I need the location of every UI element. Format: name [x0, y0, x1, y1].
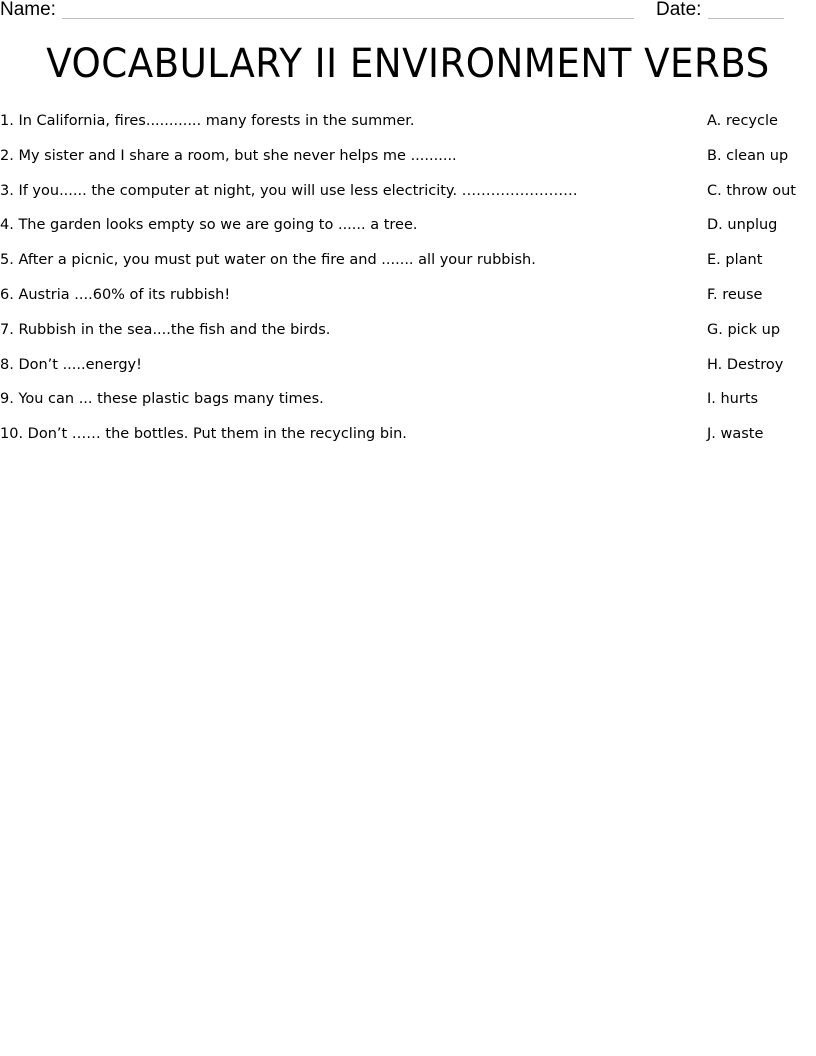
question-item: 2. My sister and I share a room, but she never helps me ..........: [0, 147, 457, 164]
answer-item: H. Destroy: [707, 356, 784, 373]
answer-item: B. clean up: [707, 147, 789, 164]
question-list: [0, 110, 690, 458]
question-item: 10. Don’t …… the bottles. Put them in the recycling bin.: [0, 426, 407, 443]
date-label: Date:: [656, 0, 702, 20]
worksheet-title: VOCABULARY II ENVIRONMENT VERBS: [46, 41, 770, 87]
answer-item: C. throw out: [707, 182, 796, 199]
question-item: 4. The garden looks empty so we are going to ...... a tree.: [0, 217, 418, 234]
answer-item: G. pick up: [707, 321, 781, 338]
answer-item: I. hurts: [707, 391, 759, 408]
name-label: Name:: [0, 0, 56, 20]
answer-item: A. recycle: [707, 113, 778, 129]
question-item: 3. If you...... the computer at night, you will use less electricity. ……………………: [0, 182, 578, 199]
question-item: 5. After a picnic, you must put water on the fire and ....... all your rubbish.: [0, 252, 536, 269]
question-item: 7. Rubbish in the sea....the fish and the birds.: [0, 321, 331, 338]
question-item: 6. Austria ....60% of its rubbish!: [0, 286, 231, 303]
date-blank-line: [708, 18, 784, 19]
question-item: 9. You can ... these plastic bags many times.: [0, 391, 324, 408]
worksheet-header: [0, 0, 816, 24]
answer-item: D. unplug: [707, 217, 778, 234]
name-blank-line: [62, 18, 634, 19]
answer-list: [707, 110, 816, 458]
question-item: 1. In California, fires............ many forests in the summer.: [0, 113, 415, 129]
answer-item: J. waste: [707, 426, 764, 443]
answer-item: F. reuse: [707, 286, 763, 303]
question-item: 8. Don’t .....energy!: [0, 356, 142, 373]
answer-item: E. plant: [707, 252, 763, 269]
